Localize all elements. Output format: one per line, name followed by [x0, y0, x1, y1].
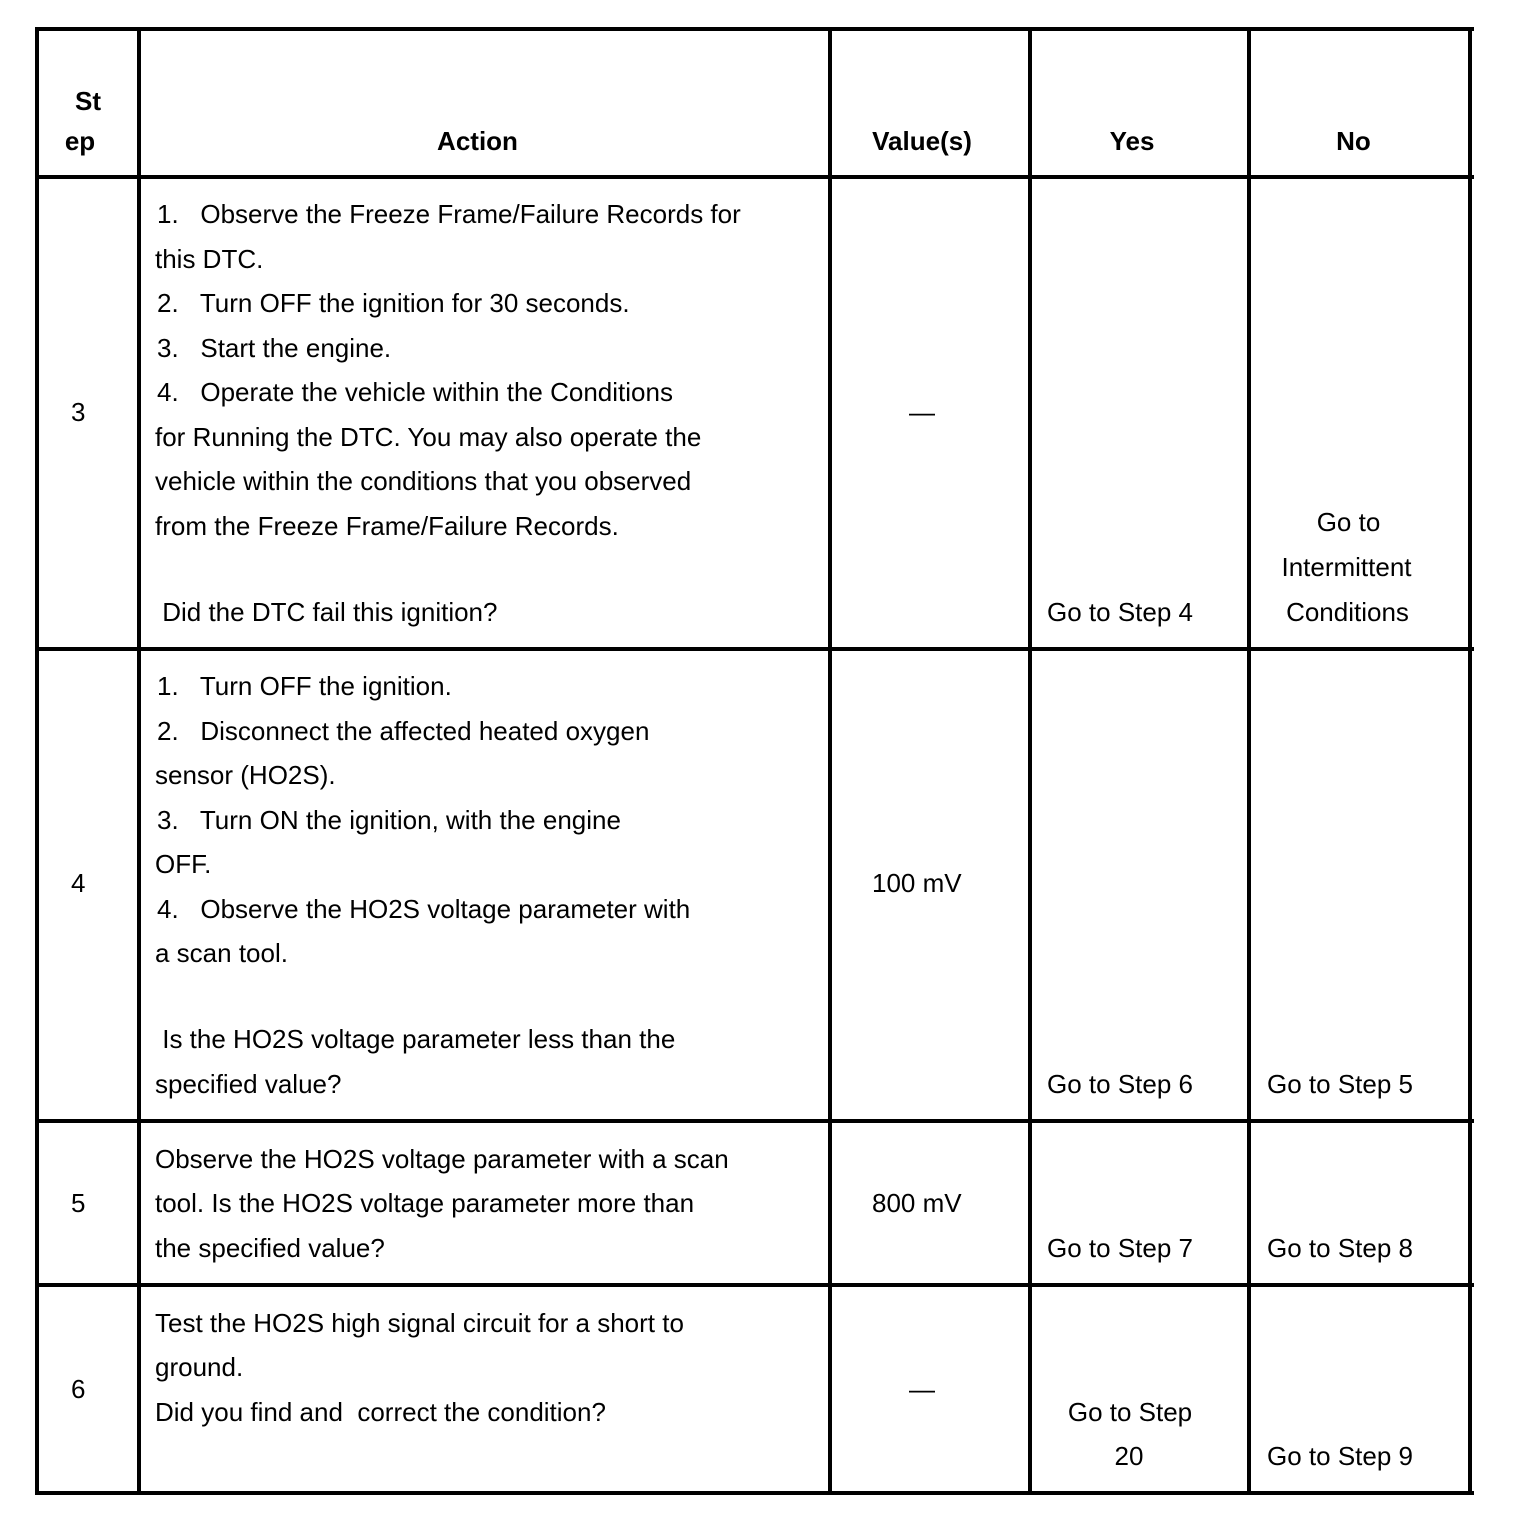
step-number: 3 [71, 397, 86, 427]
rule-action-value [828, 27, 832, 1495]
rule-step-action [137, 27, 141, 1495]
action-line: 1. Observe the Freeze Frame/Failure Records for [157, 199, 741, 229]
action-line: Observe the HO2S voltage parameter with a scan [155, 1144, 729, 1174]
action-question: Is the HO2S voltage parameter less than the [155, 1024, 676, 1054]
yes-line: 20 [1114, 1441, 1144, 1471]
action-line: ground. [155, 1352, 244, 1382]
action-line: 4. Observe the HO2S voltage parameter with [157, 894, 691, 924]
value-text: 100 mV [872, 868, 962, 898]
action-line: vehicle within the conditions that you observed [155, 466, 692, 496]
yes-text: Go to Step 7 [1047, 1233, 1193, 1263]
action-line: 3. Start the engine. [157, 333, 392, 363]
rule-row4-bottom [35, 1119, 1474, 1123]
rule-row5-bottom [35, 1283, 1474, 1287]
action-line: 1. Turn OFF the ignition. [157, 671, 452, 701]
yes-line: Go to Step [1067, 1397, 1193, 1427]
header-step-line2: ep [64, 126, 96, 156]
action-line: this DTC. [155, 244, 264, 274]
no-line: Conditions [1286, 597, 1409, 627]
action-line: for Running the DTC. You may also operate the [155, 422, 702, 452]
action-line: Did you find and correct the condition? [155, 1397, 606, 1427]
action-line: from the Freeze Frame/Failure Records. [155, 511, 619, 541]
header-action: Action [437, 126, 518, 156]
no-text: Go to Step 8 [1267, 1233, 1413, 1263]
action-question: specified value? [155, 1069, 342, 1099]
rule-value-yes [1028, 27, 1032, 1495]
rule-header-bottom [35, 175, 1474, 179]
value-text: 800 mV [872, 1188, 962, 1218]
action-line: sensor (HO2S). [155, 760, 336, 790]
action-line: 2. Disconnect the affected heated oxygen [157, 716, 650, 746]
rule-bottom [35, 1491, 1474, 1495]
no-text: Go to Step 5 [1267, 1069, 1413, 1099]
header-yes: Yes [1109, 126, 1155, 156]
action-line: the specified value? [155, 1233, 385, 1263]
header-no: No [1336, 126, 1371, 156]
yes-text: Go to Step 4 [1047, 597, 1193, 627]
step-number: 4 [71, 868, 86, 898]
no-text: Go to Step 9 [1267, 1441, 1413, 1471]
rule-right [1468, 27, 1472, 1495]
action-question: Did the DTC fail this ignition? [155, 597, 498, 627]
header-values: Value(s) [872, 126, 972, 156]
action-line: 3. Turn ON the ignition, with the engine [157, 805, 621, 835]
header-step-line1: St [75, 86, 101, 116]
rule-row3-bottom [35, 647, 1474, 651]
no-line: Intermittent [1281, 552, 1412, 582]
action-line: tool. Is the HO2S voltage parameter more than [155, 1188, 695, 1218]
action-line: a scan tool. [155, 938, 288, 968]
value-text: — [909, 397, 935, 427]
value-text: — [909, 1374, 935, 1404]
no-line: Go to [1316, 507, 1381, 537]
yes-text: Go to Step 6 [1047, 1069, 1193, 1099]
action-line: Test the HO2S high signal circuit for a short to [155, 1308, 684, 1338]
rule-top [35, 27, 1474, 31]
rule-yes-no [1247, 27, 1251, 1495]
step-number: 5 [71, 1188, 86, 1218]
step-number: 6 [71, 1374, 86, 1404]
rule-left [35, 27, 39, 1495]
action-line: OFF. [155, 849, 212, 879]
action-line: 4. Operate the vehicle within the Conditions [157, 377, 673, 407]
action-line: 2. Turn OFF the ignition for 30 seconds. [157, 288, 630, 318]
